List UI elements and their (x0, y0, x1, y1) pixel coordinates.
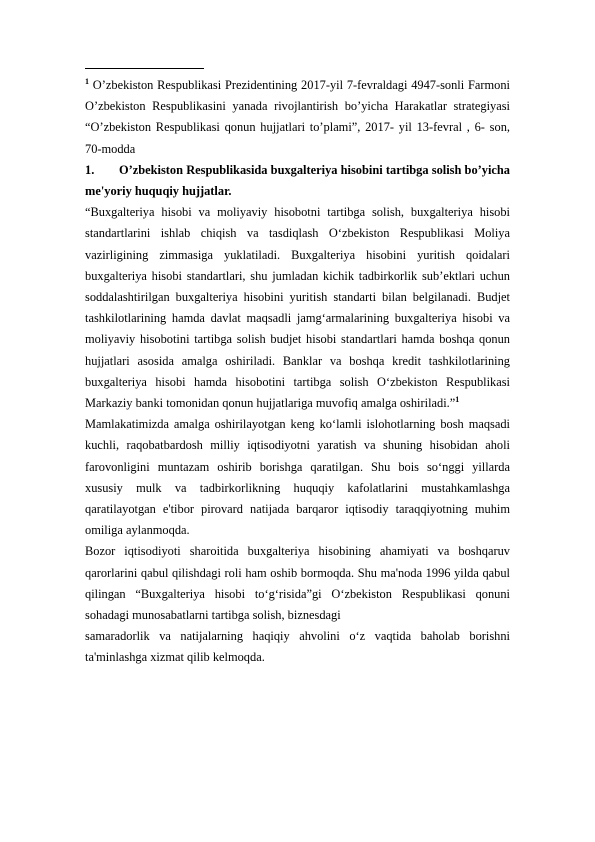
paragraph-1 (85, 202, 510, 414)
paragraph-4: samaradorlik va natijalarning haqiqiy ahvolini o‘z vaqtida baholab borishni ta'minlashga xizmat qilib kelmoqda. (85, 629, 510, 665)
paragraph-1-text: “Buxgalteriya hisobi va moliyaviy hisobotni tartibga solish, buxgalteriya hisobi standartlarini ishlab chiqish va tasdiqlash O‘zbekiston Respublikasi Moliya vazirligining zimmasiga yuklatiladi. Buxgalteriya hisobini yuritish qoidalari buxgalteriya hisobi standartlari, shu jumladan kichik tadbirkorlik sub’ektlari uchun soddalashtirilgan buxgalteriya hisobini yuritish standarti bilan belgilanadi. Budjet tashkilotlarining hamda davlat maqsadli jamg‘armalarining buxgalteriya hisobi va moliyaviy hisobotini tartibga solish budjet hisobi standartlari hamda boshqa qonun hujjatlari asosida amalga oshiriladi. Banklar va boshqa kredit tashkilotlarining buxgalteriya hisobi hamda hisobotini tartibga solish O‘zbekiston Respublikasi Markaziy banki tomonidan qonun hujjatlariga muvofiq amalga oshiriladi.” (85, 205, 510, 411)
footnote-text: O’zbekiston Respublikasi Prezidentining 2017-yil 7-fevraldagi 4947-sonli Farmoni O’zbekiston Respublikasini yanada rivojlantirish bo’yicha Harakatlar strategiyasi “O’zbekiston Respublikasi qonun hujjatlari to’plami”, 2017- yil 13-fevral , 6- son, 70-modda (85, 78, 510, 156)
section-heading (85, 160, 510, 202)
footnote-reference: 1 (455, 394, 460, 404)
section-title: O’zbekiston Respublikasida buxgalteriya hisobini tartibga solish bo’yicha me'yoriy huquqiy hujjatlar. (85, 162, 510, 199)
paragraph-3: Bozor iqtisodiyoti sharoitida buxgalteriya hisobining ahamiyati va boshqaruv qarorlarini qabul qilishdagi roli ham oshib bormoqda. Shu ma'noda 1996 yilda qabul qilingan “Buxgalteriya hisobi to‘g‘risida”gi O‘zbekiston Respublikasi qonuni sohadagi munosabatlarni tartibga solish, biznesdagi (85, 544, 510, 623)
footnote-marker: 1 (85, 76, 89, 86)
document-page (85, 54, 510, 669)
paragraph-2: Mamlakatimizda amalga oshirilayotgan keng ko‘lamli islohotlarning bosh maqsadi kuchli, raqobatbardosh milliy iqtisodiyotni yaratish va shuning hisobidan aholi farovonligini muntazam oshirib borishga qaratilgan. Shu bois so‘nggi yillarda xususiy mulk va tadbirkorlikning huquqiy kafolatlarini mustahkamlashga qaratilayotgan e'tibor pirovard natijada barqaror iqtisodiy taraqqiyotning muhim omiliga aylanmoqda. (85, 417, 510, 538)
footnote (85, 75, 510, 160)
footnote-separator (85, 68, 204, 69)
section-number: 1. (85, 162, 95, 177)
